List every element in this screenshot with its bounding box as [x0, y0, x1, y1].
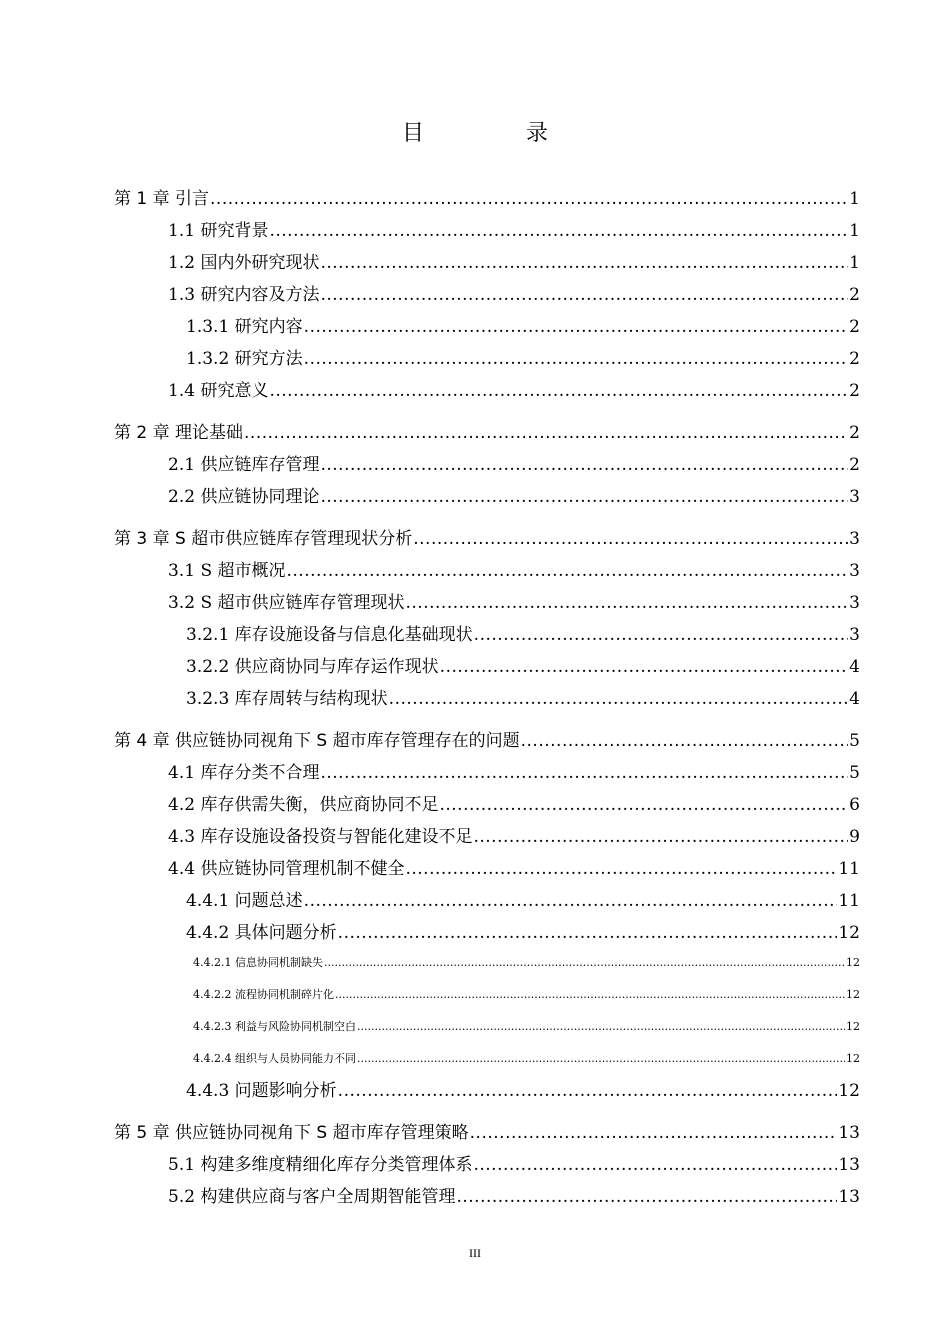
toc-entry-label: 1.3 研究内容及方法: [168, 285, 320, 305]
toc-entry-page: 12: [846, 1052, 860, 1065]
toc-entry-chapter[interactable]: [114, 524, 860, 549]
toc-entry-page: 2: [849, 285, 860, 305]
toc-leader: [440, 657, 849, 677]
toc-leader: [338, 923, 838, 943]
toc-entry-subsection[interactable]: [186, 1076, 860, 1101]
toc-entry-label: 2.1 供应链库存管理: [168, 455, 320, 475]
toc-entry-label: 4.4.2.2 流程协同机制碎片化: [193, 988, 334, 1001]
toc-leader: [413, 529, 848, 549]
toc-entry-page: 3: [849, 593, 860, 613]
toc-entry-chapter[interactable]: [114, 726, 860, 751]
toc-entry-subsection[interactable]: [186, 918, 860, 943]
toc-entry-section[interactable]: [168, 854, 860, 879]
toc-entry-section[interactable]: [168, 790, 860, 815]
page-number-footer: III: [469, 1246, 481, 1260]
toc-leader: [269, 381, 848, 401]
toc-leader: [320, 763, 848, 783]
toc-leader: [439, 795, 848, 815]
toc-entry-label: 4.4.2.4 组织与人员协同能力不同: [193, 1052, 356, 1065]
toc-entry-label: 第 4 章 供应链协同视角下 S 超市库存管理存在的问题: [114, 731, 520, 751]
toc-entry-page: 1: [849, 253, 860, 273]
toc-entry-chapter[interactable]: [114, 184, 860, 209]
toc-leader: [304, 317, 849, 337]
toc-entry-label: 3.2.2 供应商协同与库存运作现状: [186, 657, 439, 677]
toc-leader: [357, 1020, 845, 1033]
toc-entry-section[interactable]: [168, 822, 860, 847]
toc-entry-label: 5.1 构建多维度精细化库存分类管理体系: [168, 1155, 473, 1175]
toc-entry-chapter[interactable]: [114, 418, 860, 443]
toc-entry-section[interactable]: [168, 248, 860, 273]
toc-leader: [335, 988, 845, 1001]
toc-entry-chapter[interactable]: [114, 1118, 860, 1143]
toc-entry-page: 11: [838, 891, 860, 911]
toc-leader: [320, 253, 848, 273]
toc-entry-label: 3.2.1 库存设施设备与信息化基础现状: [186, 625, 473, 645]
toc-entry-page: 3: [849, 625, 860, 645]
toc-entry-label: 1.3.2 研究方法: [186, 349, 303, 369]
toc-entry-label: 3.1 S 超市概况: [168, 561, 286, 581]
toc-entry-subsection[interactable]: [186, 620, 860, 645]
toc-entry-section[interactable]: [168, 1150, 860, 1175]
toc-entry-page: 3: [849, 561, 860, 581]
toc-leader: [405, 859, 837, 879]
toc-entry-section[interactable]: [168, 588, 860, 613]
toc-leader: [324, 956, 845, 969]
page-title: 目 录: [401, 121, 588, 146]
toc-entry-page: 5: [849, 731, 860, 751]
toc-entry-page: 1: [849, 221, 860, 241]
toc-entry-section[interactable]: [168, 280, 860, 305]
toc-entry-subsubsection[interactable]: [193, 954, 860, 970]
toc-entry-page: 12: [846, 1020, 860, 1033]
toc-entry-subsubsection[interactable]: [193, 1018, 860, 1034]
toc-leader: [304, 349, 849, 369]
toc-entry-section[interactable]: [168, 450, 860, 475]
toc-entry-label: 4.2 库存供需失衡，供应商协同不足: [168, 795, 439, 815]
toc-entry-page: 2: [849, 455, 860, 475]
toc-leader: [473, 827, 848, 847]
toc-entry-label: 4.4.1 问题总述: [186, 891, 303, 911]
toc-entry-label: 4.4 供应链协同管理机制不健全: [168, 859, 405, 879]
toc-entry-page: 4: [849, 657, 860, 677]
toc-entry-label: 第 3 章 S 超市供应链库存管理现状分析: [114, 529, 413, 549]
toc-entry-label: 3.2 S 超市供应链库存管理现状: [168, 593, 405, 613]
toc-entry-page: 13: [838, 1187, 860, 1207]
toc-entry-page: 2: [849, 317, 860, 337]
toc-entry-section[interactable]: [168, 556, 860, 581]
toc-leader: [470, 1123, 838, 1143]
toc-entry-subsubsection[interactable]: [193, 1050, 860, 1066]
toc-entry-page: 5: [849, 763, 860, 783]
toc-entry-subsection[interactable]: [186, 344, 860, 369]
toc-entry-label: 4.1 库存分类不合理: [168, 763, 320, 783]
toc-leader: [456, 1187, 837, 1207]
toc-leader: [474, 625, 849, 645]
toc-entry-page: 13: [838, 1123, 860, 1143]
toc-leader: [320, 285, 848, 305]
toc-entry-page: 9: [849, 827, 860, 847]
toc-entry-label: 3.2.3 库存周转与结构现状: [186, 689, 388, 709]
toc-leader: [304, 891, 838, 911]
toc-entry-page: 4: [849, 689, 860, 709]
toc-leader: [338, 1081, 838, 1101]
toc-entry-page: 12: [838, 923, 860, 943]
toc-entry-subsection[interactable]: [186, 312, 860, 337]
toc-leader: [287, 561, 849, 581]
toc-entry-page: 11: [838, 859, 860, 879]
toc-entry-label: 4.4.2.1 信息协同机制缺失: [193, 956, 323, 969]
toc-entry-label: 1.4 研究意义: [168, 381, 269, 401]
toc-entry-label: 1.1 研究背景: [168, 221, 269, 241]
toc-entry-label: 4.4.2.3 利益与风险协同机制空白: [193, 1020, 356, 1033]
toc-entry-section[interactable]: [168, 758, 860, 783]
toc-entry-page: 2: [849, 423, 860, 443]
toc-entry-label: 1.3.1 研究内容: [186, 317, 303, 337]
toc-entry-page: 12: [846, 956, 860, 969]
toc-entry-section[interactable]: [168, 216, 860, 241]
toc-entry-subsection[interactable]: [186, 652, 860, 677]
toc-entry-page: 13: [838, 1155, 860, 1175]
toc-entry-section[interactable]: [168, 1182, 860, 1207]
toc-leader: [269, 221, 848, 241]
toc-entry-section[interactable]: [168, 482, 860, 507]
toc-entry-page: 6: [849, 795, 860, 815]
toc-entry-label: 4.3 库存设施设备投资与智能化建设不足: [168, 827, 473, 847]
toc-entry-subsection[interactable]: [186, 886, 860, 911]
toc-leader: [406, 593, 849, 613]
toc-entry-label: 1.2 国内外研究现状: [168, 253, 320, 273]
toc-leader: [320, 455, 848, 475]
toc-entry-page: 3: [849, 529, 860, 549]
toc-entry-page: 3: [849, 487, 860, 507]
toc-leader: [389, 689, 849, 709]
toc-entry-label: 2.2 供应链协同理论: [168, 487, 320, 507]
toc-entry-label: 5.2 构建供应商与客户全周期智能管理: [168, 1187, 456, 1207]
toc-entry-label: 4.4.2 具体问题分析: [186, 923, 337, 943]
toc-entry-label: 第 5 章 供应链协同视角下 S 超市库存管理策略: [114, 1123, 469, 1143]
toc-leader: [210, 189, 848, 209]
toc-entry-page: 12: [838, 1081, 860, 1101]
toc-entry-page: 1: [849, 189, 860, 209]
toc-entry-section[interactable]: [168, 376, 860, 401]
toc-entry-subsubsection[interactable]: [193, 986, 860, 1002]
toc-leader: [320, 487, 848, 507]
toc-entry-label: 4.4.3 问题影响分析: [186, 1081, 337, 1101]
toc-leader: [521, 731, 849, 751]
toc-entry-label: 第 2 章 理论基础: [114, 423, 244, 443]
toc-leader: [244, 423, 848, 443]
toc-entry-page: 2: [849, 381, 860, 401]
toc-leader: [357, 1052, 845, 1065]
toc-leader: [473, 1155, 837, 1175]
toc-entry-label: 第 1 章 引言: [114, 189, 210, 209]
toc-entry-page: 2: [849, 349, 860, 369]
toc-entry-subsection[interactable]: [186, 684, 860, 709]
toc-entry-page: 12: [846, 988, 860, 1001]
